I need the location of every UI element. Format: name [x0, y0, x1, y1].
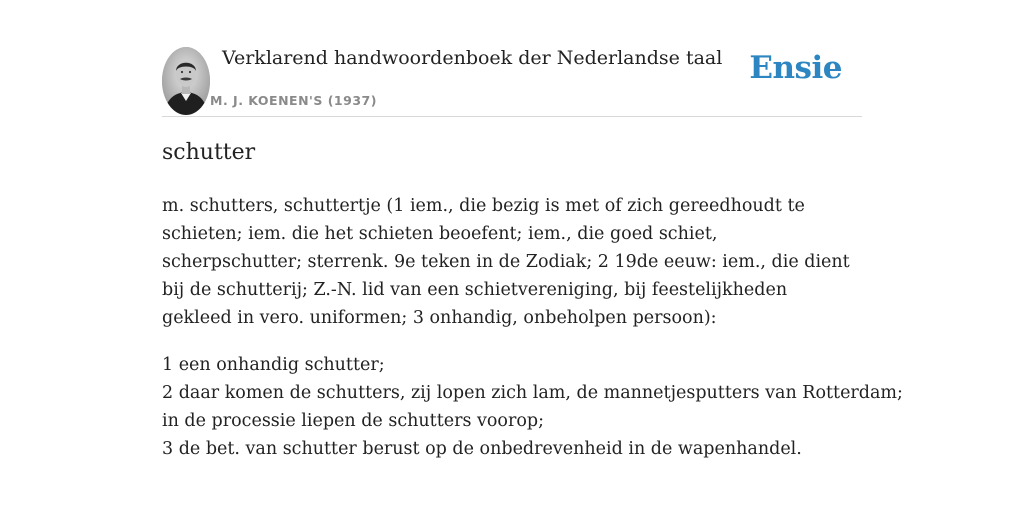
dictionary-page [162, 0, 903, 512]
ensie-logo[interactable]: Ensie [749, 50, 842, 86]
example-line: in de processie liepen de schutters voorop; [162, 411, 544, 431]
dictionary-subtitle: Verklarend handwoordenboek der Nederlandse taal [222, 47, 723, 69]
example-line: 3 de bet. van schutter berust op de onbedrevenheid in de wapenhandel. [162, 439, 802, 459]
dictionary-header [162, 46, 862, 117]
entry-headword: schutter [162, 140, 256, 165]
entry-definition: m. schutters, schuttertje (1 iem., die bezig is met of zich gereedhoudt te schieten; iem. die het schieten beoefent; iem., die goed schiet, scherpschutter; sterrenk. 9e teken in de Zodiak; 2 19de eeuw: iem., die dient bij de schutterij; Z.-N. lid van een schietvereniging, bij feestelijkheden gekleed in vero. uniformen; 3 onhandig, onbeholpen persoon): [162, 196, 850, 328]
dictionary-author: M. J. KOENEN'S (1937) [210, 93, 377, 108]
author-portrait [162, 47, 210, 115]
entry-examples [162, 351, 903, 463]
example-line: 1 een onhandig schutter; [162, 355, 385, 375]
example-line: 2 daar komen de schutters, zij lopen zich lam, de mannetjesputters van Rotterdam; [162, 383, 903, 403]
